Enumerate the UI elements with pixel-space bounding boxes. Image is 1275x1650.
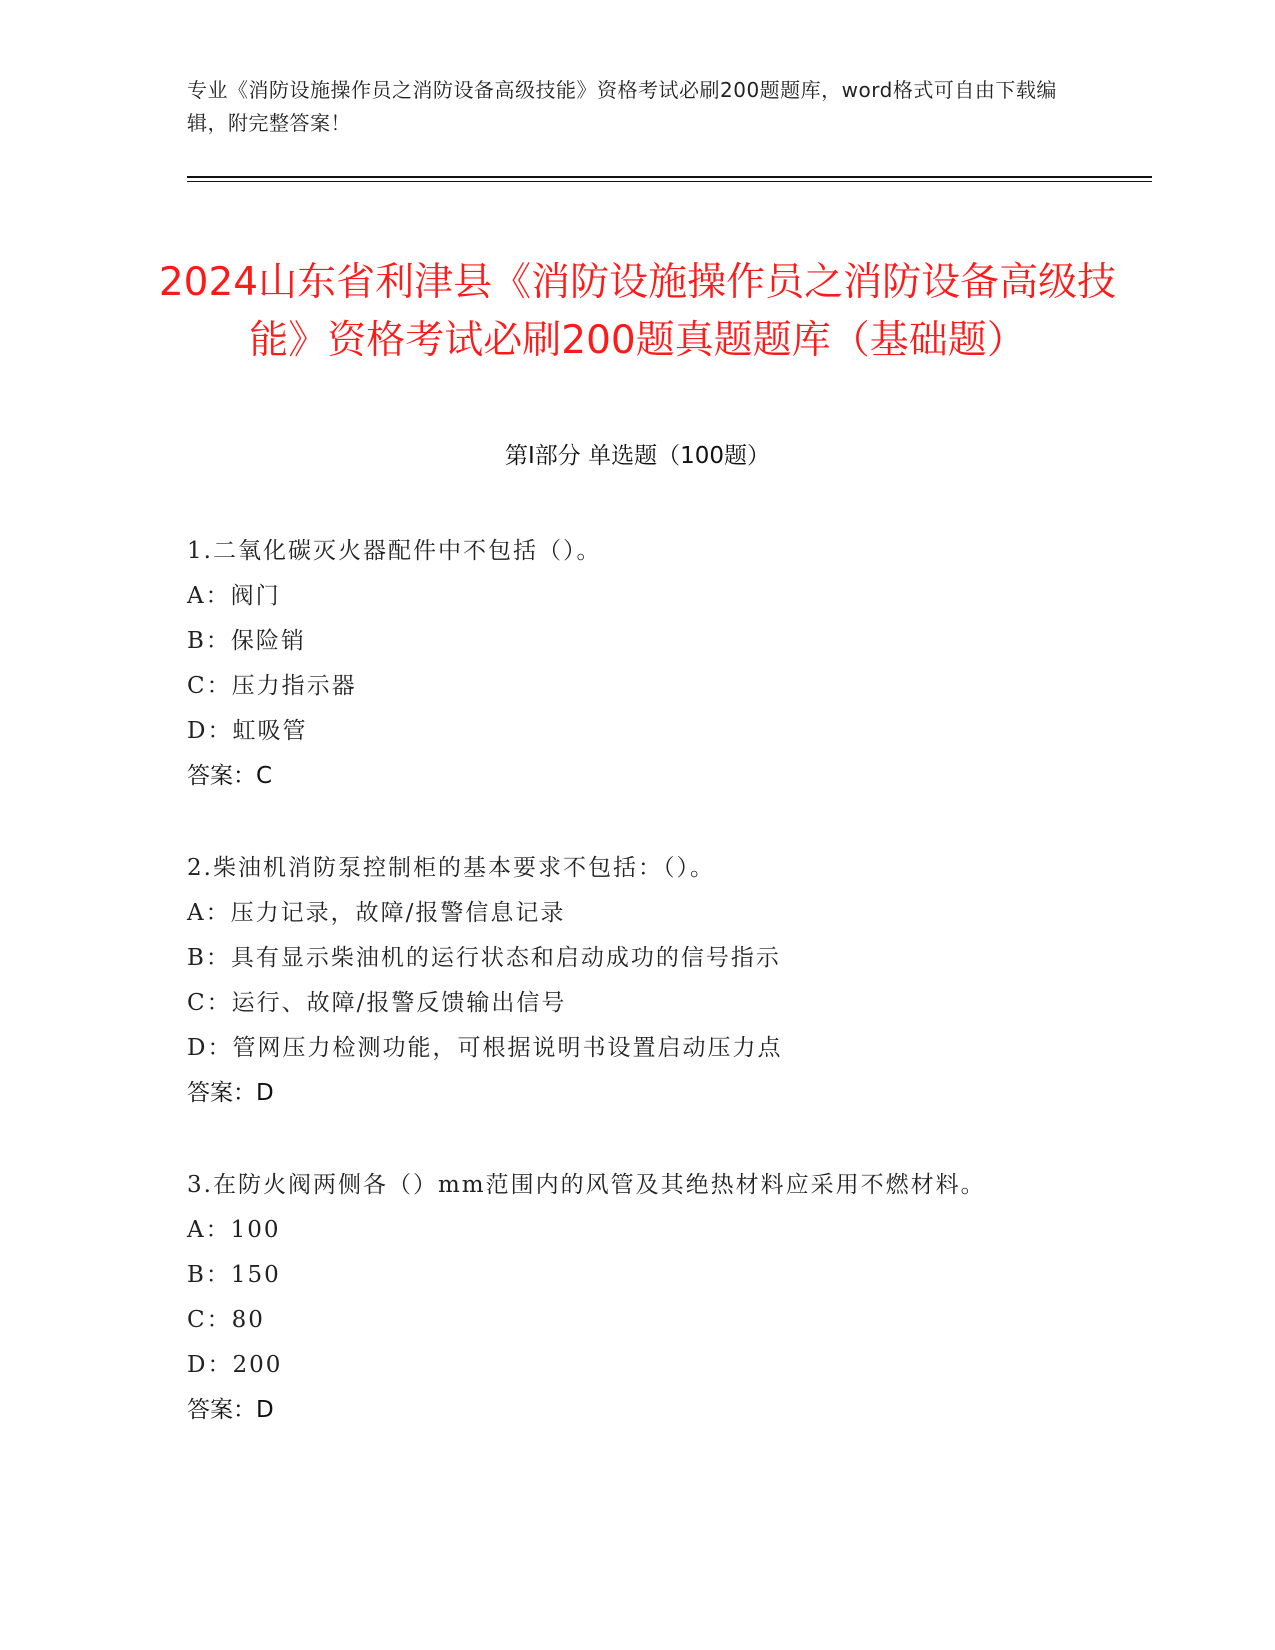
option-a: A：100 — [187, 1217, 281, 1243]
section-title: 第Ⅰ部分 单选题（100题） — [505, 443, 770, 469]
option-c: C：压力指示器 — [187, 673, 357, 699]
question-stem: 1.二氧化碳灭火器配件中不包括（）。 — [187, 538, 602, 564]
answer: 答案：C — [187, 763, 273, 789]
header-note: 专业《消防设施操作员之消防设备高级技能》资格考试必刷200题题库，word格式可自由下载编辑，附完整答案！ — [187, 78, 1057, 135]
option-c: C：运行、故障/报警反馈输出信号 — [187, 990, 567, 1016]
option-d: D：200 — [187, 1352, 283, 1378]
question-stem: 3.在防火阀两侧各（）mm范围内的风管及其绝热材料应采用不燃材料。 — [187, 1172, 986, 1198]
option-c: C：80 — [187, 1307, 265, 1333]
option-a: A：压力记录，故障/报警信息记录 — [187, 900, 566, 926]
document-title: 2024山东省利津县《消防设施操作员之消防设备高级技能》资格考试必刷200题真题题库（基础题） — [158, 260, 1117, 364]
question-list — [187, 529, 1067, 1480]
header-rule-thick — [187, 176, 1152, 178]
option-d: D：管网压力检测功能，可根据说明书设置启动压力点 — [187, 1035, 783, 1061]
option-b: B：具有显示柴油机的运行状态和启动成功的信号指示 — [187, 945, 781, 971]
question-2 — [187, 846, 1067, 1116]
header-rule-thin — [187, 181, 1152, 182]
option-a: A：阀门 — [187, 583, 281, 609]
question-1 — [187, 529, 1067, 799]
question-stem: 2.柴油机消防泵控制柜的基本要求不包括：（）。 — [187, 855, 715, 881]
option-b: B：保险销 — [187, 628, 306, 654]
answer: 答案：D — [187, 1080, 274, 1106]
option-b: B：150 — [187, 1262, 281, 1288]
answer: 答案：D — [187, 1397, 274, 1423]
question-3 — [187, 1163, 1067, 1433]
option-d: D：虹吸管 — [187, 718, 308, 744]
